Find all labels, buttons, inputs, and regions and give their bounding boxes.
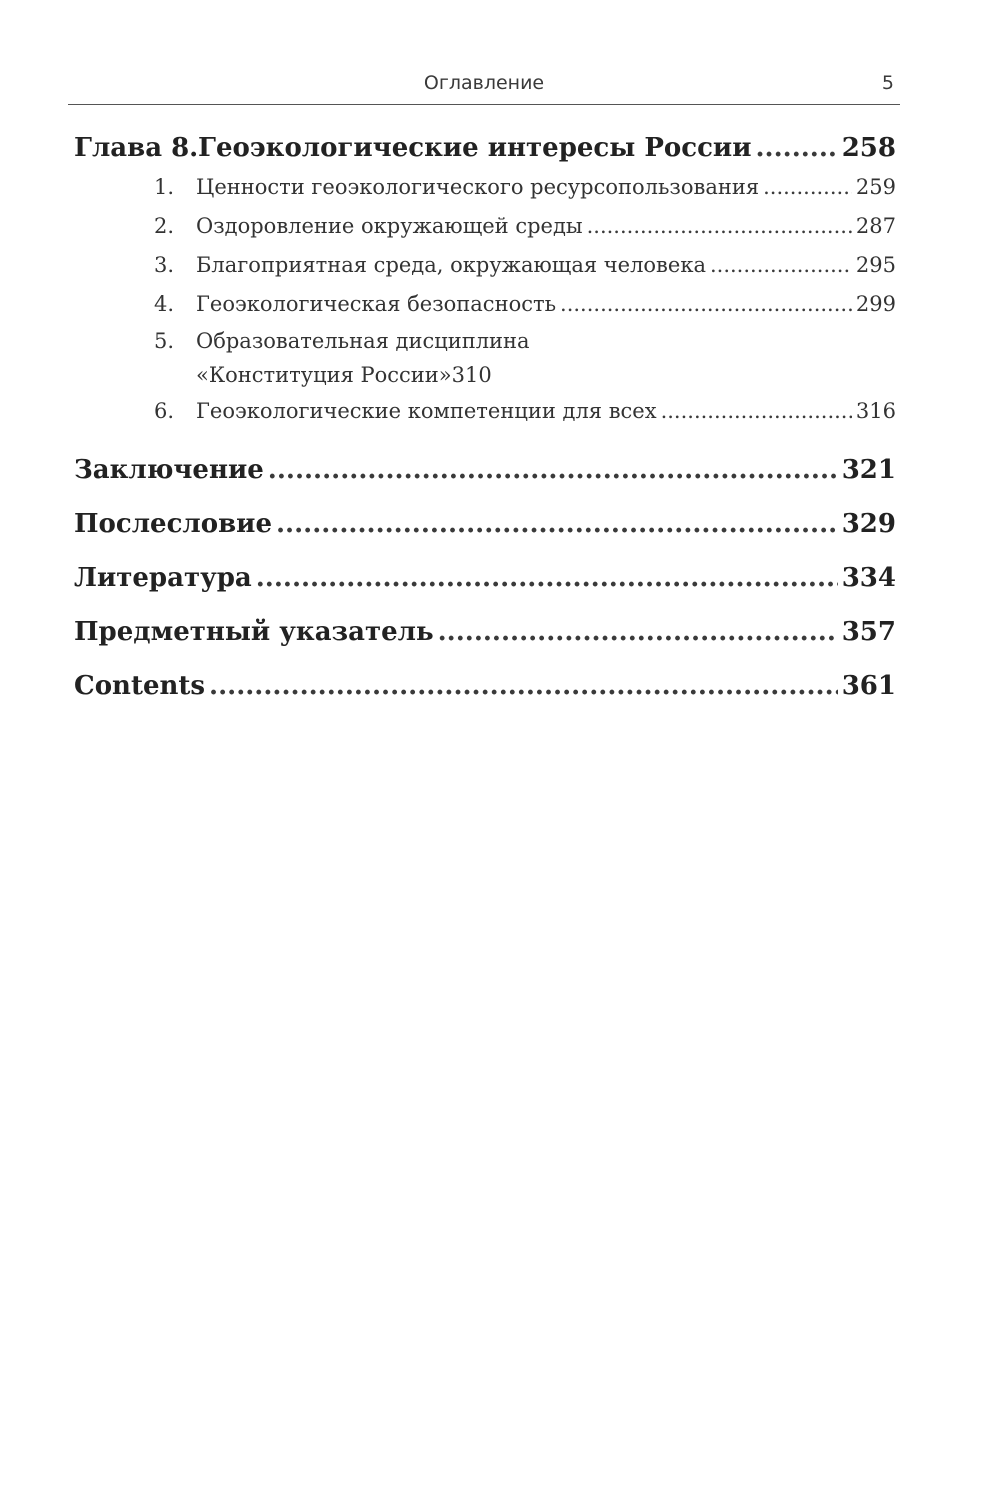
dot-leader: [710, 246, 852, 285]
dot-leader: [268, 443, 838, 497]
running-header: [68, 70, 900, 105]
toc-conclusion[interactable]: [74, 443, 896, 497]
major-title: Contents: [74, 671, 206, 701]
page-number: 5: [881, 72, 894, 94]
section-number: 3.: [154, 253, 175, 277]
dot-leader: [276, 497, 838, 551]
major-page: 329: [841, 509, 896, 539]
section-title-line2: «Конституция России»: [196, 363, 452, 387]
major-page: 357: [841, 617, 896, 647]
chapter-title: Геоэкологические интересы России: [198, 133, 752, 163]
section-title: Благоприятная среда, окружающая человека: [196, 253, 706, 277]
dot-leader: [763, 168, 852, 207]
chapter-heading: [74, 128, 752, 168]
toc-chapter-8[interactable]: [74, 128, 896, 168]
toc-section-2[interactable]: [74, 207, 896, 246]
toc-literature[interactable]: [74, 551, 896, 605]
section-page: 299: [855, 292, 896, 316]
section-title: Геоэкологические компетенции для всех: [196, 399, 657, 423]
major-page: 334: [841, 563, 896, 593]
section-title-line1: Образовательная дисциплина: [196, 329, 530, 353]
section-page: 295: [855, 253, 896, 277]
toc-contents[interactable]: [74, 659, 896, 713]
major-title: Послесловие: [74, 509, 272, 539]
toc-afterword[interactable]: [74, 497, 896, 551]
toc-section-5[interactable]: [74, 324, 896, 392]
major-page: 321: [841, 455, 896, 485]
dot-leader: [756, 128, 838, 168]
section-number: 2.: [154, 214, 175, 238]
dot-leader: [209, 659, 838, 713]
section-title: Ценности геоэкологического ресурсопользования: [196, 175, 760, 199]
section-number: 5.: [154, 329, 175, 353]
chapter-label: Глава 8.: [74, 133, 199, 163]
section-number: 4.: [154, 292, 175, 316]
toc-section-1[interactable]: [74, 168, 896, 207]
section-page: 310: [451, 363, 492, 387]
toc-section-3[interactable]: [74, 246, 896, 285]
major-title: Заключение: [74, 455, 264, 485]
dot-leader: [661, 392, 852, 431]
chapter-page: 258: [841, 133, 896, 163]
toc-section-4[interactable]: [74, 285, 896, 324]
major-page: 361: [841, 671, 896, 701]
dot-leader: [256, 551, 838, 605]
toc-section-6[interactable]: [74, 392, 896, 431]
major-title: Литература: [74, 563, 252, 593]
section-title: Геоэкологическая безопасность: [196, 292, 557, 316]
toc-subject-index[interactable]: [74, 605, 896, 659]
running-title: Оглавление: [423, 72, 545, 94]
section-page: 287: [855, 214, 896, 238]
table-of-contents: [74, 128, 896, 713]
major-title: Предметный указатель: [74, 617, 434, 647]
section-number: 1.: [154, 175, 175, 199]
section-number: 6.: [154, 399, 175, 423]
dot-leader: [587, 207, 852, 246]
section-page: 259: [855, 175, 896, 199]
dot-leader: [560, 285, 852, 324]
dot-leader: [438, 605, 838, 659]
section-title: Оздоровление окружающей среды: [196, 214, 583, 238]
section-page: 316: [855, 399, 896, 423]
